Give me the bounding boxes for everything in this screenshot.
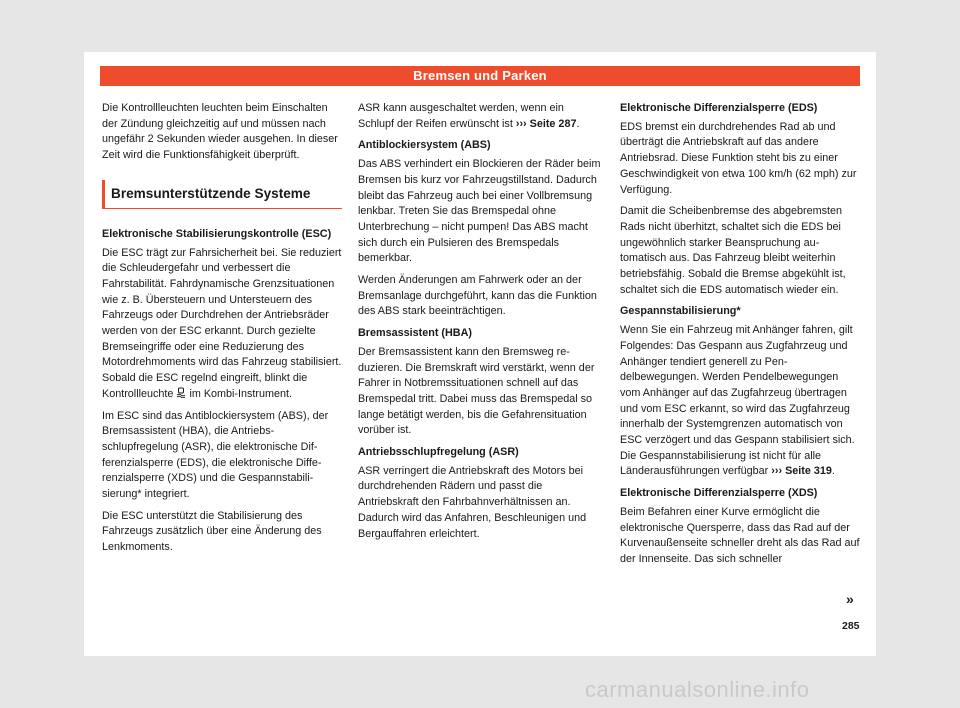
page-reference-link[interactable]: ››› Seite 319 bbox=[771, 465, 832, 478]
abs-paragraph-2: Werden Änderungen am Fahrwerk oder an der Bremsanlage durchgeführt, kann das die Funktion des ABS stark beeinträchtigen. bbox=[358, 274, 597, 318]
column-middle bbox=[358, 101, 602, 548]
page-reference-link[interactable]: ››› Seite 287 bbox=[515, 117, 577, 130]
hba-heading: Bremsassistent (HBA) bbox=[358, 327, 472, 340]
eds-paragraph-2: Damit die Scheibenbremse des abgebremsten Rads nicht überhitzt, schaltet sich die EDS bei ungewöhnlich starker Beanspruchung automatisch aus. Das Fahrzeug bleibt weiterhin betriebsfähig. Sobald die Bremse abgekühlt ist, schaltet sich die EDS automatisch wieder ein. bbox=[620, 205, 846, 296]
abs-heading: Antiblockiersystem (ABS) bbox=[358, 139, 491, 152]
column-left bbox=[102, 101, 342, 562]
page-number: 285 bbox=[842, 620, 860, 632]
eds-paragraph-1: EDS bremst ein durchdrehendes Rad ab und überträgt die Antriebskraft auf das andere Antriebsrad. Diese Funktion steht bis zu einer Geschwindigkeit von etwa 100 km/h (62 mph) zur Verfügung. bbox=[620, 120, 857, 196]
esc-skid-icon bbox=[176, 387, 186, 398]
abs-paragraph-1: Das ABS verhindert ein Blockieren der Räder beim Bremsen bis kurz vor Fahrzeugstillstand. Dadurch bleibt das Fahrzeug auch bei einer Vollbremsung lenkbar. Treten Sie das Bremspedal ohne Unterbrechung – nicht pumpen! Das ABS macht sich durch ein Pulsieren des Bremspedals bemerkbar. bbox=[358, 158, 601, 265]
asr-switch-paragraph: ASR kann ausgeschaltet werden, wenn ein Schlupf der Reifen erwünscht ist ››› Seite 287. bbox=[358, 102, 580, 130]
eds-heading: Elektronische Differenzialsperre (EDS) bbox=[620, 102, 818, 114]
hba-paragraph: Der Bremsassistent kann den Bremsweg reduzieren. Die Bremskraft wird verstärkt, wenn der Fahrer in Notbremssituationen schnell auf das Bremspedal tritt. Dabei muss das Bremspedal so lange betätigt werden, bis die Gefahrensituation vorüber ist. bbox=[358, 345, 595, 437]
esc-paragraph-3: Die ESC unterstützt die Stabilisierung des Fahrzeugs zusätzlich über eine Änderung des Lenkmoments. bbox=[102, 509, 322, 554]
trailer-stabilization-paragraph: Wenn Sie ein Fahrzeug mit Anhänger fahren, gilt Folgendes: Das Gespann aus Zugfahrzeug und Anhänger tendiert generell zu Pendelbewegungen. Werden Pendelbewegungen vom Anhänger auf das Zugfahrzeug übertragen und vom ESC erkannt, so wird das Zugfahrzeug innerhalb der Systemgrenzen automatisch von ESC verzögert und das Gespann stabilisiert sich. Die Gespannstabilisierung ist nicht für alle Länderausführungen verfügbar ››› Seite 319. bbox=[620, 324, 855, 478]
watermark: carmanualsonline.info bbox=[585, 677, 810, 702]
asr-heading: Antriebsschlupfregelung (ASR) bbox=[358, 446, 519, 459]
asr-paragraph: ASR verringert die Antriebskraft des Motors bei durchdrehenden Rädern und passt die Antriebskraft den Fahrbahnverhältnissen an. Dadurch wird das Anfahren, Beschleunigen und Bergauffahren erleichtert. bbox=[358, 464, 587, 540]
xds-paragraph: Beim Befahren einer Kurve ermöglicht die elektronische Quersperre, dass das Rad auf der Kurvenaußenseite schneller dreht als das Rad auf der Innenseite. Das sich schneller bbox=[620, 505, 860, 565]
xds-heading: Elektronische Differenzialsperre (XDS) bbox=[620, 487, 818, 500]
esc-paragraph-1: Die ESC trägt zur Fahrsicherheit bei. Sie reduziert die Schleudergefahr und verbessert die Fahrstabilität. Fahrdynamische Grenzsituationen wie z. B. Übersteuern und Untersteuern des Fahrzeugs oder Durchdrehen der Antriebsräder werden von der ESC erkannt. Durch gezielte Bremseingriffe oder eine Reduzierung des Motordrehmoments wird das Fahrzeug stabilisiert. Sobald die ESC regelnd eingreift, blinkt die Kontrollleuchte im Kombi-Instrument. bbox=[102, 246, 342, 400]
continue-marker: » bbox=[846, 591, 854, 607]
trailer-stabilization-heading: Gespannstabilisierung* bbox=[620, 305, 741, 318]
intro-paragraph: Die Kontrollleuchten leuchten beim Einschalten der Zündung gleichzeitig auf und müssen nach ungefähr 2 Sekunden wieder ausgehen. In dieser Zeit wird die Funktionsfähigkeit überprüft. bbox=[102, 102, 338, 162]
page-header: Bremsen und Parken bbox=[100, 66, 860, 86]
section-title: Bremsunterstützende Systeme bbox=[102, 180, 342, 209]
esc-heading: Elektronische Stabilisierungskontrolle (ESC) bbox=[102, 227, 332, 240]
column-right bbox=[620, 101, 860, 574]
esc-paragraph-2: Im ESC sind das Antiblockiersystem (ABS), der Bremsassistent (HBA), die Antriebsschlupfregelung (ASR), die elektronische Differenzialsperre (EDS), die elektronische Differenzialsperre (XDS) und die Gespannstabilisierung* integriert. bbox=[102, 409, 329, 501]
